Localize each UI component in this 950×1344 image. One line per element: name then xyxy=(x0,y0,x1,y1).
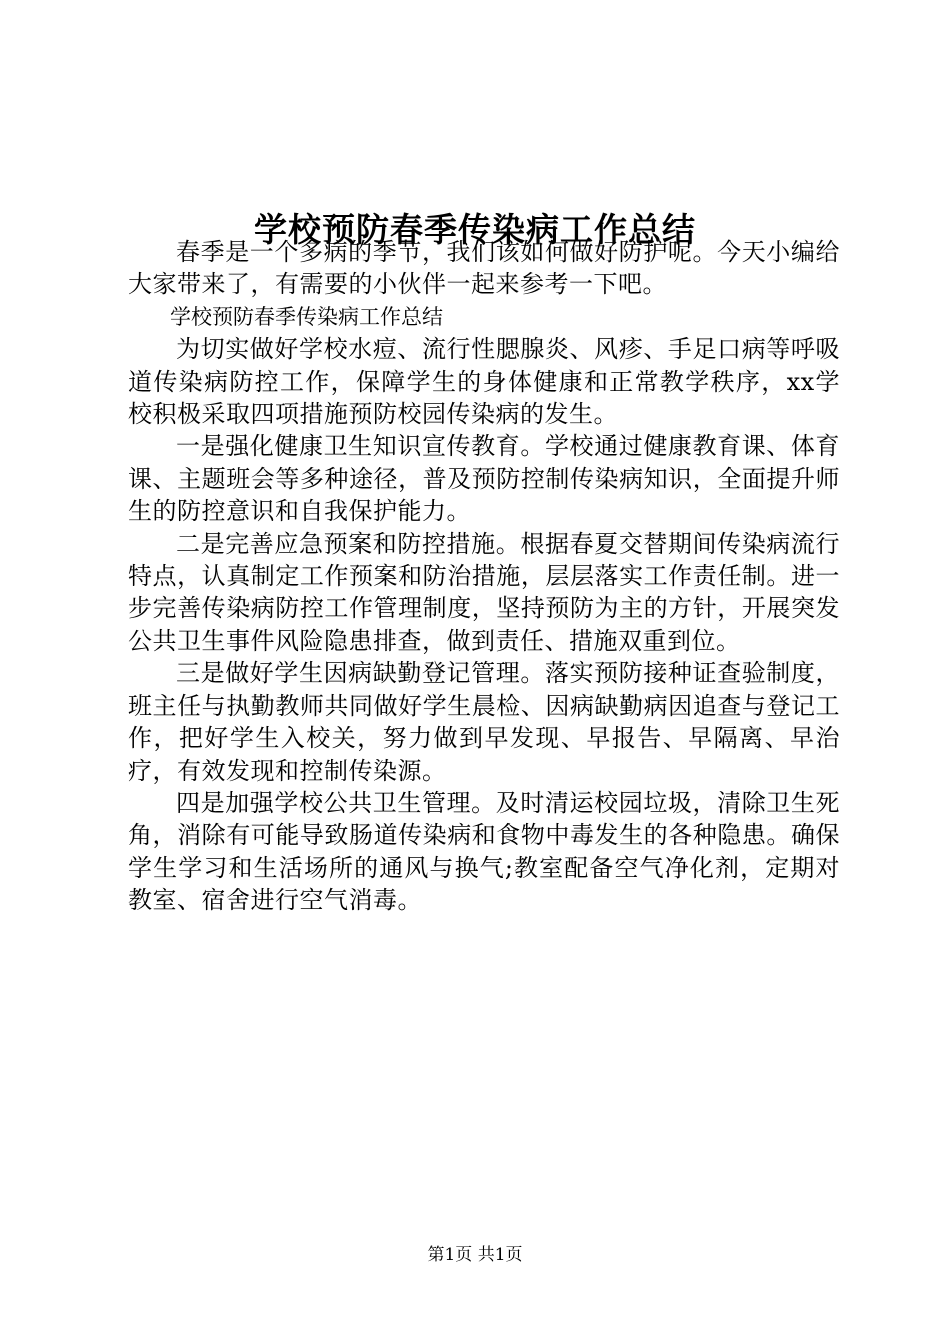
subtitle-paragraph: 学校预防春季传染病工作总结 xyxy=(170,304,443,329)
intro-paragraph: 春季是一个多病的季节，我们该如何做好防护呢。今天小编给大家带来了，有需要的小伙伴一起来参考一下吧。 xyxy=(128,238,840,299)
document-title: 学校预防春季传染病工作总结 xyxy=(254,210,696,250)
measure-four-paragraph: 四是加强学校公共卫生管理。及时清运校园垃圾，清除卫生死角，消除有可能导致肠道传染病和食物中毒发生的各种隐患。确保学生学习和生活场所的通风与换气;教室配备空气净化剂，定期对教室、宿舍进行空气消毒。 xyxy=(128,788,840,915)
measure-three-paragraph: 三是做好学生因病缺勤登记管理。落实预防接种证查验制度，班主任与执勤教师共同做好学生晨检、因病缺勤病因追查与登记工作，把好学生入校关，努力做到早发现、早报告、早隔离、早治疗，有效发现和控制传染源。 xyxy=(128,659,840,785)
overview-paragraph: 为切实做好学校水痘、流行性腮腺炎、风疹、手足口病等呼吸道传染病防控工作，保障学生的身体健康和正常教学秩序，xx学校积极采取四项措施预防校园传染病的发生。 xyxy=(128,335,840,429)
measure-one-paragraph: 一是强化健康卫生知识宣传教育。学校通过健康教育课、体育课、主题班会等多种途径，普及预防控制传染病知识，全面提升师生的防控意识和自我保护能力。 xyxy=(128,432,840,526)
document-body xyxy=(128,236,840,917)
page-footer: 第1页 共1页 xyxy=(427,1245,523,1265)
measure-two-paragraph: 二是完善应急预案和防控措施。根据春夏交替期间传染病流行特点，认真制定工作预案和防治措施，层层落实工作责任制。进一步完善传染病防控工作管理制度，坚持预防为主的方针，开展突发公共卫生事件风险隐患排查，做到责任、措施双重到位。 xyxy=(128,529,840,655)
